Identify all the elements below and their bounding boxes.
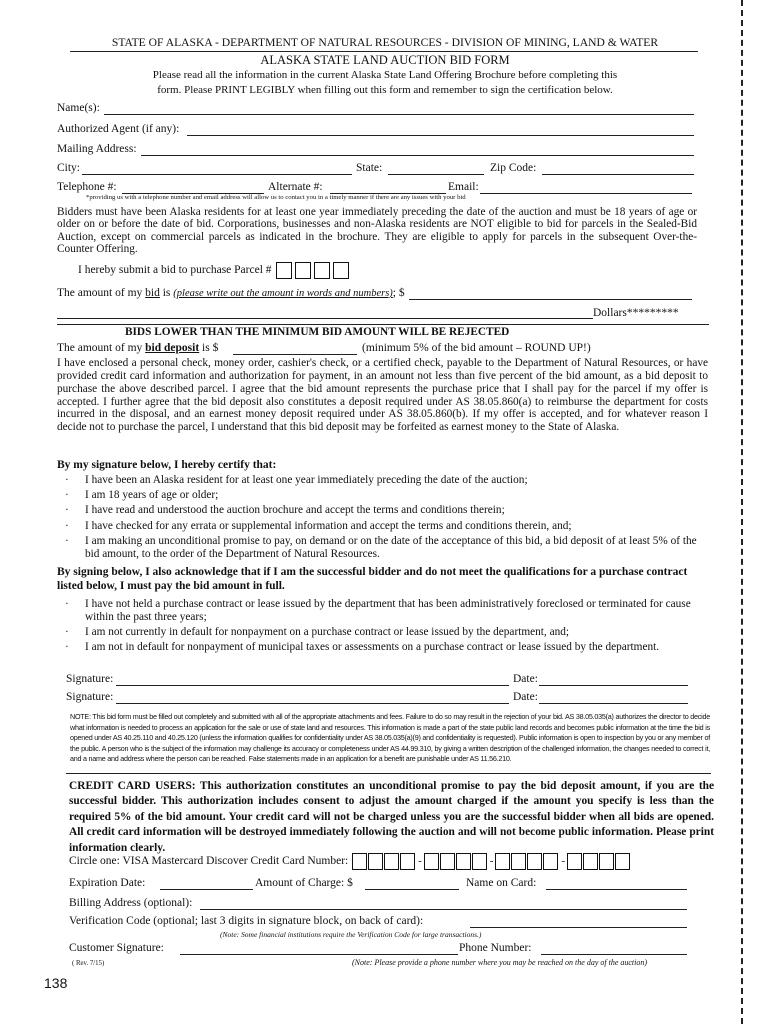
deposit-is: is $ (202, 342, 219, 354)
customer-signature-label: Customer Signature: (69, 942, 164, 954)
card-digit-box[interactable] (384, 853, 399, 870)
deposit-minimum-note: (minimum 5% of the bid amount – ROUND UP!) (362, 342, 591, 354)
card-digit-box[interactable] (583, 853, 598, 870)
date-1-field[interactable] (539, 685, 688, 686)
card-digit-box[interactable] (527, 853, 542, 870)
customer-signature-field[interactable] (180, 954, 458, 955)
card-digit-box[interactable] (511, 853, 526, 870)
agency-header: STATE OF ALASKA - DEPARTMENT OF NATURAL RESOURCES - DIVISION OF MINING, LAND & WATER (111, 36, 659, 49)
card-number-row (69, 853, 631, 870)
card-digit-box[interactable] (543, 853, 558, 870)
certify-heading: By my signature below, I hereby certify that: (57, 459, 277, 471)
agent-label: Authorized Agent (if any): (57, 123, 180, 135)
warning-rule (57, 324, 709, 325)
card-digit-box[interactable] (424, 853, 439, 870)
bid-word: bid (145, 287, 160, 299)
bid-amount-numbers-field[interactable] (409, 299, 692, 300)
acknowledge-heading: By signing below, I also acknowledge that if I am the successful bidder and do not meet the qualifications for a purchase contract listed below, I must pay the bid amount in full. (57, 566, 688, 592)
expiration-label: Expiration Date: (69, 877, 146, 889)
signature-1-label: Signature: (66, 673, 114, 685)
parcel-digit-box[interactable] (314, 262, 330, 279)
card-digit-box[interactable] (352, 853, 367, 870)
names-label: Name(s): (57, 102, 100, 114)
page-number: 138 (44, 975, 68, 991)
separator-dash: - (561, 855, 566, 868)
charge-field[interactable] (365, 889, 459, 890)
acknowledge-list (57, 598, 707, 654)
expiration-field[interactable] (160, 889, 253, 890)
names-field[interactable] (104, 114, 694, 115)
zip-field[interactable] (542, 174, 694, 175)
legal-note: NOTE: This bid form must be filled out completely and submitted with all of the appropriate attachments and fees. Failure to do so may result in the rejection of your bid. AS 38.05.035(a) authorizes the director to decide what information is needed to process an application for the sale or use of state land and resources. This information is made a part of the state public land records and becomes public information at the time the bid is opened under AS 40.25.110 and 40.25.120 (unless the information qualifies for confidentiality under AS 38.05.035(a)(9) and confidentiality is requested). Public information is open to inspection by you or any member of the public. A person who is the subject of the information may challenge its accuracy or completeness under AS 44.99.310, by giving a written description of the challenged information, the changes needed to correct it, and a name and address where the person can be reached. False statements made in an application for a benefit are punishable under AS 11.56.210. (70, 712, 710, 763)
card-digit-box[interactable] (456, 853, 471, 870)
card-type-label: Circle one: VISA Mastercard Discover Credit Card Number: (69, 855, 349, 868)
deposit-prefix: The amount of my (57, 342, 143, 354)
bid-is: is (162, 287, 171, 299)
certify-item: · I have been an Alaska resident for at least one year immediately preceding the date of the auction; (57, 474, 713, 487)
deposit-row (57, 342, 218, 354)
deposit-word: bid deposit (145, 342, 200, 354)
verification-field[interactable] (470, 927, 687, 928)
certify-list (57, 474, 713, 561)
email-label: Email: (448, 181, 479, 193)
card-digit-box[interactable] (615, 853, 630, 870)
parcel-label: I hereby submit a bid to purchase Parcel # (78, 264, 272, 277)
date-1-label: Date: (513, 673, 538, 685)
name-on-card-label: Name on Card: (466, 877, 537, 889)
eligibility-text: Bidders must have been Alaska residents for at least one year immediately preceding the date of the auction and must be 18 years of age or older on or before the date of bid. Corporations, businesses and non-Alaska residents are NOT eligible to bid for parcels in the Sealed-Bid Auction, except on commercial parcels as indicated in the brochure. They are eligible to apply for parcels in the subsequent Over-the-Counter Offering. (57, 206, 697, 256)
charge-label: Amount of Charge: $ (255, 877, 353, 889)
state-label: State: (356, 162, 383, 174)
billing-field[interactable] (200, 909, 687, 910)
verification-note: (Note: Some financial institutions require the Verification Code for large transactions.) (220, 930, 482, 939)
form-title: ALASKA STATE LAND AUCTION BID FORM (260, 53, 510, 67)
verification-label: Verification Code (optional; last 3 digits in signature block, on back of card): (69, 915, 424, 927)
signature-1-field[interactable] (116, 685, 509, 686)
card-digit-box[interactable] (472, 853, 487, 870)
revision-label: ( Rev. 7/15) (72, 960, 105, 967)
name-on-card-field[interactable] (546, 889, 687, 890)
separator-dash: - (418, 855, 422, 868)
card-digit-box[interactable] (567, 853, 582, 870)
date-2-field[interactable] (539, 703, 688, 704)
bid-amount-suffix: ; $ (392, 287, 405, 299)
signature-2-field[interactable] (116, 703, 509, 704)
city-field[interactable] (82, 174, 352, 175)
intro-line-2: form. Please PRINT LEGIBLY when filling out this form and remember to sign the certification below. (157, 84, 613, 96)
phone-note: (Note: Please provide a phone number where you may be reached on the day of the auction) (352, 958, 648, 967)
acknowledge-item: · I have not held a purchase contract or lease issued by the department that has been administratively foreclosed or terminated for cause within the past three years; (57, 598, 707, 624)
acknowledge-item: · I am not in default for nonpayment of municipal taxes or assessments on a purchase contract or lease issued by the department. (57, 641, 707, 654)
parcel-digit-box[interactable] (276, 262, 292, 279)
separator-dash: - (489, 855, 494, 868)
contact-note: *providing us with a telephone number and email address will allow us to contact you in a timely manner if there are any issues with your bid (86, 194, 466, 201)
card-digit-box[interactable] (440, 853, 455, 870)
note-rule (66, 773, 711, 774)
phone-label: Phone Number: (459, 942, 532, 954)
zip-label: Zip Code: (490, 162, 537, 174)
deposit-amount-field[interactable] (233, 354, 357, 355)
card-digit-box[interactable] (599, 853, 614, 870)
card-digit-box[interactable] (400, 853, 415, 870)
agent-field[interactable] (187, 135, 694, 136)
city-label: City: (57, 162, 81, 174)
alternate-label: Alternate #: (268, 181, 323, 193)
mailing-field[interactable] (141, 155, 694, 156)
parcel-number-boxes[interactable] (276, 264, 352, 276)
parcel-digit-box[interactable] (333, 262, 349, 279)
dollars-label: Dollars********* (593, 307, 679, 319)
cut-line (741, 0, 743, 1024)
signature-2-label: Signature: (66, 691, 114, 703)
acknowledge-item: · I am not currently in default for nonpayment on a purchase contract or lease issued by the department, and; (57, 626, 707, 639)
certify-item: · I have read and understood the auction brochure and accept the terms and conditions therein; (57, 504, 713, 517)
bid-amount-words-field[interactable] (57, 318, 593, 319)
minimum-bid-warning: BIDS LOWER THAN THE MINIMUM BID AMOUNT WILL BE REJECTED (125, 326, 510, 338)
mailing-label: Mailing Address: (57, 143, 137, 155)
credit-card-statement: CREDIT CARD USERS: This authorization constitutes an unconditional promise to pay the bid deposit amount, if you are the successful bidder. This authorization includes consent to adjust the amount charged if the amount you specify is less than the required 5% of the bid amount. Your credit card will not be charged unless you are the successful bidder when all bids are opened. All credit card information will be destroyed immediately following the auction and will not become public information. Please print information clearly. (69, 780, 714, 854)
certify-item: · I am making an unconditional promise to pay, on demand or on the date of the acceptance of this bid, a bid deposit of at least 5% of the bid amount, to the order of the Department of Natural Resources. (57, 535, 713, 561)
date-2-label: Date: (513, 691, 538, 703)
parcel-digit-box[interactable] (295, 262, 311, 279)
bid-amount-instruction: (please write out the amount in words and numbers) (173, 288, 393, 299)
telephone-label: Telephone #: (57, 181, 117, 193)
deposit-statement: I have enclosed a personal check, money order, cashier's check, or a certified check, payable to the Department of Natural Resources, or have provided credit card information and authorization for payment, in an amount not less than five percent of the bid amount, as a bid deposit to purchase the above described parcel. I agree that the bid amount represents the purchase price that I shall pay for the parcel if my offer is accepted. I further agree that the bid deposit also constitutes a deposit required under AS 38.05.860(a) to reimburse the department for costs incurred in the disposal, and an earnest money deposit required under AS 38.05.860(b). If my offer is accepted, and for whatever reason I decide not to purchase the parcel, I understand that this bid deposit may be forfeited as earnest money to the State of Alaska. (57, 357, 708, 434)
intro-line-1: Please read all the information in the current Alaska State Land Offering Brochure before completing this (152, 69, 618, 81)
certify-item: · I have checked for any errata or supplemental information and accept the terms and conditions therein, and; (57, 520, 713, 533)
bid-amount-prefix: The amount of my (57, 287, 143, 299)
state-field[interactable] (388, 174, 484, 175)
bid-amount-row (57, 287, 405, 299)
parcel-row (78, 262, 352, 279)
certify-item: · I am 18 years of age or older; (57, 489, 713, 502)
phone-field[interactable] (541, 954, 687, 955)
card-number-boxes[interactable] (352, 855, 631, 867)
email-field[interactable] (480, 193, 692, 194)
card-digit-box[interactable] (368, 853, 383, 870)
billing-label: Billing Address (optional): (69, 897, 193, 909)
card-digit-box[interactable] (495, 853, 510, 870)
header-rule (70, 51, 698, 52)
